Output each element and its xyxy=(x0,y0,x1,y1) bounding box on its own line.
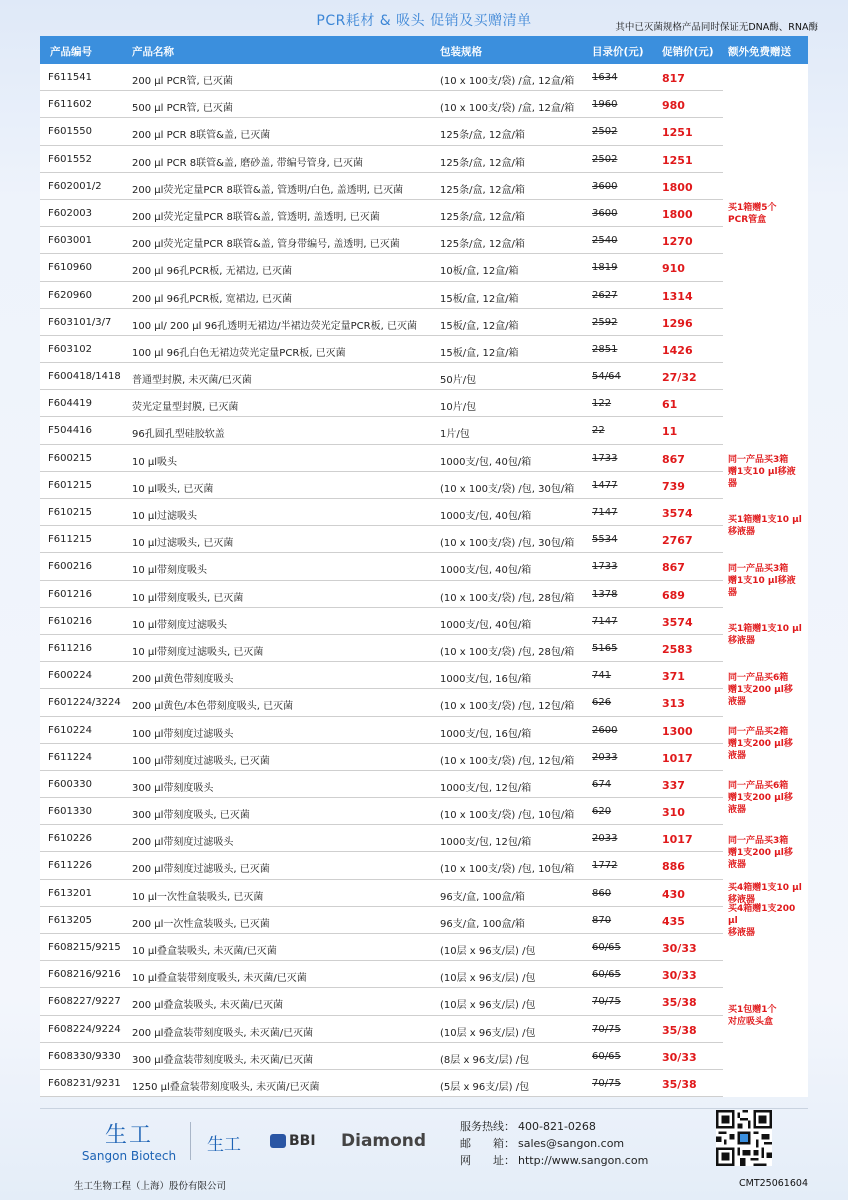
promo-price: 1296 xyxy=(662,316,693,330)
promo-price: 435 xyxy=(662,914,685,928)
product-code: F611226 xyxy=(48,860,92,872)
email-label: 邮 箱： xyxy=(460,1137,515,1150)
sterility-note: 其中已灭菌规格产品同时保证无DNA酶、RNA酶 xyxy=(615,22,818,33)
product-code: F620960 xyxy=(48,289,92,301)
package-spec: (8层 x 96支/层) /包 xyxy=(440,1054,530,1066)
gift-offer xyxy=(728,662,808,716)
list-price: 2627 xyxy=(592,289,618,301)
gift-offer-text: 买4箱赠1支200 µl 移液器 xyxy=(728,903,796,938)
promo-price: 30/33 xyxy=(662,942,697,955)
table-row xyxy=(40,798,808,825)
product-name: 200 µl叠盒装带刻度吸头, 未灭菌/已灭菌 xyxy=(132,1027,314,1039)
promo-price: 2767 xyxy=(662,534,693,548)
product-name: 普通型封膜, 未灭菌/已灭菌 xyxy=(132,375,252,387)
promo-price: 35/38 xyxy=(662,1077,697,1091)
table-body xyxy=(40,64,808,1097)
product-code: F608231/9231 xyxy=(48,1077,121,1089)
product-code: F608330/9330 xyxy=(48,1050,121,1062)
list-price: 3600 xyxy=(592,207,618,219)
table-row xyxy=(40,934,808,961)
package-spec: 1000支/包, 12包/箱 xyxy=(440,782,532,794)
table-row xyxy=(40,961,808,988)
package-spec: 125条/盒, 12盒/箱 xyxy=(440,211,525,223)
product-code: F602003 xyxy=(48,207,92,219)
gift-offer-text: 同一产品买3箱 赠1支200 µl移 液器 xyxy=(728,835,793,870)
table-header xyxy=(40,36,808,64)
table-row xyxy=(40,1043,808,1070)
table-row xyxy=(40,880,808,907)
table-row xyxy=(40,717,808,744)
package-spec: 10片/包 xyxy=(440,402,477,414)
email-value[interactable]: sales@sangon.com xyxy=(518,1137,625,1150)
promo-price: 30/33 xyxy=(662,969,697,983)
product-name: 200 µl荧光定量PCR 8联管&盖, 管身带编号, 盖透明, 已灭菌 xyxy=(132,239,400,251)
product-name: 200 µl 96孔PCR板, 宽裙边, 已灭菌 xyxy=(132,293,292,305)
col-code: 产品编号 xyxy=(50,46,92,58)
package-spec: (10 x 100支/袋) /包, 12包/箱 xyxy=(440,701,575,713)
product-name: 200 µl荧光定量PCR 8联管&盖, 管透明, 盖透明, 已灭菌 xyxy=(132,211,380,223)
gift-offer xyxy=(728,934,808,1097)
product-code: F608227/9227 xyxy=(48,996,121,1008)
gift-offer-text: 买1箱赠1支10 µl 移液器 xyxy=(728,515,802,538)
table-row xyxy=(40,146,808,173)
product-code: F611215 xyxy=(48,534,92,546)
product-name: 200 µl一次性盒装吸头, 已灭菌 xyxy=(132,918,270,930)
list-price: 2033 xyxy=(592,833,618,845)
table-row xyxy=(40,445,808,472)
gift-offer xyxy=(728,717,808,771)
list-price: 2540 xyxy=(592,235,618,247)
product-code: F504416 xyxy=(48,425,92,437)
table-row xyxy=(40,118,808,145)
list-price: 60/65 xyxy=(592,942,621,953)
package-spec: 1000支/包, 16包/箱 xyxy=(440,728,532,740)
gift-offer xyxy=(728,64,808,363)
product-code: F600330 xyxy=(48,778,92,790)
gift-offer xyxy=(728,445,808,499)
promo-price: 1426 xyxy=(662,343,693,357)
promo-price: 867 xyxy=(662,561,685,575)
package-spec: (10 x 100支/袋) /包, 28包/箱 xyxy=(440,592,575,604)
list-price: 2592 xyxy=(592,316,618,328)
contact-info xyxy=(460,1118,648,1169)
product-code: F603102 xyxy=(48,343,92,355)
package-spec: 1000支/包, 40包/箱 xyxy=(440,456,532,468)
product-name: 200 µl带刻度过滤吸头 xyxy=(132,837,234,849)
table-row xyxy=(40,200,808,227)
gift-offer xyxy=(728,554,808,608)
promo-price: 30/33 xyxy=(662,1050,697,1064)
company-name: 生工生物工程（上海）股份有限公司 xyxy=(74,1181,227,1192)
product-code: F608215/9215 xyxy=(48,942,121,953)
table-row xyxy=(40,1070,808,1097)
promo-price: 3574 xyxy=(662,615,693,629)
list-price: 2851 xyxy=(592,343,618,355)
gift-offer xyxy=(728,826,808,880)
product-code: F601550 xyxy=(48,126,92,138)
list-price: 620 xyxy=(592,806,612,818)
col-pack: 包装规格 xyxy=(440,46,482,58)
product-name: 10 µl过滤吸头 xyxy=(132,511,198,522)
diamond-logo: Diamond xyxy=(341,1131,427,1151)
promo-price: 3574 xyxy=(662,507,693,520)
list-price: 2502 xyxy=(592,153,618,165)
package-spec: (10 x 100支/袋) /包, 28包/箱 xyxy=(440,646,575,658)
product-code: F600216 xyxy=(48,561,92,573)
gift-offer-text: 买1包赠1个 对应吸头盒 xyxy=(728,1004,777,1027)
list-price: 22 xyxy=(592,425,605,437)
product-code: F603101/3/7 xyxy=(48,316,112,328)
package-spec: (10 x 100支/袋) /盒, 12盒/箱 xyxy=(440,103,575,115)
table-row xyxy=(40,417,808,444)
promo-price: 739 xyxy=(662,479,685,493)
hotline-value: 400-821-0268 xyxy=(518,1120,596,1133)
gift-offer-text: 同一产品买3箱 赠1支10 µl移液 器 xyxy=(728,454,796,489)
product-code: F608216/9216 xyxy=(48,969,121,981)
promo-price: 1800 xyxy=(662,207,693,221)
table-row xyxy=(40,336,808,363)
promo-price: 337 xyxy=(662,778,685,792)
product-name: 300 µl带刻度吸头, 已灭菌 xyxy=(132,810,250,822)
list-price: 5534 xyxy=(592,534,618,546)
col-name: 产品名称 xyxy=(132,46,174,58)
promo-price: 11 xyxy=(662,425,678,439)
table-row xyxy=(40,363,808,390)
product-code: F600224 xyxy=(48,670,92,682)
product-name: 200 µl黄色/本色带刻度吸头, 已灭菌 xyxy=(132,701,294,713)
gift-offer-text: 同一产品买6箱 赠1支200 µl移 液器 xyxy=(728,672,793,707)
list-price: 7147 xyxy=(592,507,618,518)
bbi-text: BBI xyxy=(289,1133,316,1149)
gift-offer xyxy=(728,499,808,553)
gift-offer xyxy=(728,903,808,938)
product-name: 100 µl带刻度过滤吸头, 已灭菌 xyxy=(132,755,270,767)
table-row xyxy=(40,254,808,281)
package-spec: 96支/盒, 100盒/箱 xyxy=(440,918,525,930)
promo-price: 310 xyxy=(662,806,685,820)
package-spec: 50片/包 xyxy=(440,375,477,387)
product-code: F601215 xyxy=(48,479,92,491)
list-price: 54/64 xyxy=(592,371,621,383)
product-code: F602001/2 xyxy=(48,180,102,192)
page-title: PCR耗材 & 吸头 促销及买赠清单 xyxy=(316,13,532,29)
promo-price: 1314 xyxy=(662,289,693,303)
promo-price: 27/32 xyxy=(662,371,697,385)
list-price: 70/75 xyxy=(592,996,621,1008)
package-spec: (10层 x 96支/层) /包 xyxy=(440,946,536,957)
table-row xyxy=(40,553,808,580)
col-promo-price: 促销价(元) xyxy=(662,46,714,58)
document-code: CMT25061604 xyxy=(739,1178,808,1189)
web-label: 网 址： xyxy=(460,1154,515,1167)
list-price: 2600 xyxy=(592,724,618,736)
product-name: 200 µl PCR 8联管&盖, 磨砂盖, 带编号管身, 已灭菌 xyxy=(132,157,363,169)
list-price: 1378 xyxy=(592,588,618,600)
table-row xyxy=(40,581,808,608)
product-table xyxy=(40,36,808,1097)
product-name: 100 µl带刻度过滤吸头 xyxy=(132,728,234,740)
list-price: 1733 xyxy=(592,561,618,573)
list-price: 1819 xyxy=(592,262,618,274)
product-name: 200 µl荧光定量PCR 8联管&盖, 管透明/白色, 盖透明, 已灭菌 xyxy=(132,184,404,196)
table-row xyxy=(40,282,808,309)
package-spec: (10层 x 96支/层) /包 xyxy=(440,973,536,985)
sangon-logo xyxy=(74,1118,184,1163)
promo-price: 430 xyxy=(662,887,685,901)
bbi-logo xyxy=(270,1133,316,1149)
product-name: 300 µl带刻度吸头 xyxy=(132,782,214,794)
table-row xyxy=(40,852,808,879)
table-row xyxy=(40,988,808,1015)
product-code: F600215 xyxy=(48,452,92,464)
list-price: 70/75 xyxy=(592,1077,621,1089)
table-row xyxy=(40,907,808,934)
table-row xyxy=(40,1016,808,1043)
product-name: 200 µl PCR管, 已灭菌 xyxy=(132,76,233,87)
product-name: 10 µl一次性盒装吸头, 已灭菌 xyxy=(132,891,264,903)
table-row xyxy=(40,173,808,200)
package-spec: (10 x 100支/袋) /包, 12包/箱 xyxy=(440,755,575,767)
product-name: 200 µl带刻度过滤吸头, 已灭菌 xyxy=(132,864,270,876)
table-row xyxy=(40,91,808,118)
table-row xyxy=(40,227,808,254)
product-code: F610215 xyxy=(48,507,92,518)
list-price: 70/75 xyxy=(592,1023,621,1035)
package-spec: (10 x 100支/袋) /包, 30包/箱 xyxy=(440,538,575,550)
list-price: 2033 xyxy=(592,751,618,763)
list-price: 7147 xyxy=(592,615,618,627)
product-code: F601330 xyxy=(48,806,92,818)
promo-price: 1251 xyxy=(662,153,693,167)
package-spec: 125条/盒, 12盒/箱 xyxy=(440,157,525,169)
product-code: F601224/3224 xyxy=(48,697,121,709)
product-code: F601216 xyxy=(48,588,92,600)
promo-price: 2583 xyxy=(662,642,693,656)
product-name: 10 µl叠盒装吸头, 未灭菌/已灭菌 xyxy=(132,946,277,957)
gift-offer-text: 买4箱赠1支10 µl 移液器 xyxy=(728,882,802,905)
list-price: 741 xyxy=(592,670,612,682)
promo-price: 1270 xyxy=(662,235,693,249)
hotline-label: 服务热线： xyxy=(460,1120,515,1133)
gift-offer xyxy=(728,608,808,662)
promo-price: 35/38 xyxy=(662,996,697,1010)
package-spec: 1000支/包, 12包/箱 xyxy=(440,837,532,849)
product-name: 10 µl带刻度过滤吸头, 已灭菌 xyxy=(132,646,264,658)
package-spec: 1000支/包, 40包/箱 xyxy=(440,619,532,631)
table-row xyxy=(40,526,808,553)
footer-divider xyxy=(40,1108,808,1109)
table-row xyxy=(40,689,808,716)
list-price: 2502 xyxy=(592,126,618,138)
product-name: 荧光定量型封膜, 已灭菌 xyxy=(132,402,239,414)
table-row xyxy=(40,635,808,662)
list-price: 860 xyxy=(592,887,612,899)
promo-price: 980 xyxy=(662,99,685,113)
package-spec: 15板/盒, 12盒/箱 xyxy=(440,320,519,332)
product-name: 200 µl PCR 8联管&盖, 已灭菌 xyxy=(132,130,271,142)
package-spec: (10 x 100支/袋) /包, 10包/箱 xyxy=(440,810,575,822)
product-name: 500 µl PCR管, 已灭菌 xyxy=(132,103,233,115)
product-code: F613201 xyxy=(48,887,92,899)
product-name: 1250 µl叠盒装带刻度吸头, 未灭菌/已灭菌 xyxy=(132,1081,320,1093)
product-name: 96孔圆孔型硅胶软盖 xyxy=(132,429,225,441)
product-code: F608224/9224 xyxy=(48,1023,121,1035)
promo-price: 35/38 xyxy=(662,1023,697,1037)
package-spec: 1片/包 xyxy=(440,429,470,441)
package-spec: 125条/盒, 12盒/箱 xyxy=(440,239,525,251)
product-name: 200 µl黄色带刻度吸头 xyxy=(132,674,234,686)
package-spec: 125条/盒, 12盒/箱 xyxy=(440,184,525,196)
product-code: F610216 xyxy=(48,615,92,627)
product-code: F611224 xyxy=(48,751,92,763)
list-price: 1733 xyxy=(592,452,618,464)
product-code: F610224 xyxy=(48,724,92,736)
table-row xyxy=(40,662,808,689)
promo-price: 61 xyxy=(662,398,678,412)
promo-price: 1017 xyxy=(662,833,693,847)
table-row xyxy=(40,744,808,771)
promo-price: 1017 xyxy=(662,751,693,765)
product-name: 10 µl带刻度吸头, 已灭菌 xyxy=(132,592,244,604)
promo-price: 371 xyxy=(662,670,685,684)
product-code: F613205 xyxy=(48,914,92,926)
package-spec: 10板/盒, 12盒/箱 xyxy=(440,266,519,278)
col-list-price: 目录价(元) xyxy=(592,46,644,58)
product-code: F610960 xyxy=(48,262,92,274)
package-spec: 1000支/包, 16包/箱 xyxy=(440,674,532,686)
table-row xyxy=(40,771,808,798)
package-spec: 125条/盒, 12盒/箱 xyxy=(440,130,525,142)
list-price: 870 xyxy=(592,914,612,926)
promo-price: 1800 xyxy=(662,180,693,194)
product-code: F611541 xyxy=(48,72,92,83)
product-name: 10 µl带刻度过滤吸头 xyxy=(132,619,228,631)
list-price: 60/65 xyxy=(592,969,621,981)
logo-separator xyxy=(190,1122,191,1160)
package-spec: 1000支/包, 40包/箱 xyxy=(440,565,532,577)
product-name: 10 µl带刻度吸头 xyxy=(132,565,208,577)
list-price: 3600 xyxy=(592,180,618,192)
package-spec: 96支/盒, 100盒/箱 xyxy=(440,891,525,903)
table-row xyxy=(40,309,808,336)
product-name: 10 µl叠盒装带刻度吸头, 未灭菌/已灭菌 xyxy=(132,973,307,985)
list-price: 122 xyxy=(592,398,612,410)
product-name: 10 µl吸头 xyxy=(132,456,178,468)
package-spec: (10 x 100支/袋) /包, 30包/箱 xyxy=(440,483,575,495)
qr-code-icon xyxy=(716,1110,772,1166)
bbi-mark-icon xyxy=(270,1134,286,1148)
promo-price: 910 xyxy=(662,262,685,276)
product-code: F603001 xyxy=(48,235,92,247)
promo-price: 817 xyxy=(662,72,685,85)
product-name: 300 µl叠盒装带刻度吸头, 未灭菌/已灭菌 xyxy=(132,1054,314,1066)
list-price: 60/65 xyxy=(592,1050,621,1062)
promo-price: 313 xyxy=(662,697,685,711)
gift-offer-text: 同一产品买6箱 赠1支200 µl移 液器 xyxy=(728,781,793,816)
package-spec: (5层 x 96支/层) /包 xyxy=(440,1081,530,1093)
product-name: 100 µl/ 200 µl 96孔透明无裙边/半裙边荧光定量PCR板, 已灭菌 xyxy=(132,320,417,332)
package-spec: 15板/盒, 12盒/箱 xyxy=(440,347,519,359)
table-row xyxy=(40,64,808,91)
col-gift: 额外免费赠送 xyxy=(728,46,791,58)
gift-offer xyxy=(728,771,808,825)
product-code: F611602 xyxy=(48,99,92,111)
product-name: 100 µl 96孔白色无裙边荧光定量PCR板, 已灭菌 xyxy=(132,347,346,359)
table-row xyxy=(40,825,808,852)
package-spec: 15板/盒, 12盒/箱 xyxy=(440,293,519,305)
list-price: 1634 xyxy=(592,72,618,83)
product-code: F604419 xyxy=(48,398,92,410)
web-value[interactable]: http://www.sangon.com xyxy=(518,1154,649,1167)
gift-offer-text: 同一产品买2箱 赠1支200 µl移 液器 xyxy=(728,726,793,761)
package-spec: (10 x 100支/袋) /包, 10包/箱 xyxy=(440,864,575,876)
table-row xyxy=(40,499,808,526)
gift-offer-text: 买1箱赠5个 PCR管盒 xyxy=(728,202,777,225)
list-price: 626 xyxy=(592,697,612,709)
list-price: 1477 xyxy=(592,479,618,491)
product-code: F600418/1418 xyxy=(48,371,121,383)
list-price: 1772 xyxy=(592,860,618,872)
product-code: F601552 xyxy=(48,153,92,165)
shenggong-logo: 生工 xyxy=(207,1135,241,1155)
list-price: 674 xyxy=(592,778,612,790)
table-row xyxy=(40,390,808,417)
package-spec: (10 x 100支/袋) /盒, 12盒/箱 xyxy=(440,76,575,87)
table-row xyxy=(40,608,808,635)
product-code: F610226 xyxy=(48,833,92,845)
brand-cn: 生工 xyxy=(104,1123,153,1148)
product-name: 10 µl吸头, 已灭菌 xyxy=(132,483,214,495)
product-name: 200 µl 96孔PCR板, 无裙边, 已灭菌 xyxy=(132,266,292,278)
brand-en: Sangon Biotech xyxy=(81,1149,177,1163)
product-name: 10 µl过滤吸头, 已灭菌 xyxy=(132,538,234,550)
product-code: F611216 xyxy=(48,642,92,654)
package-spec: (10层 x 96支/层) /包 xyxy=(440,1027,536,1039)
promo-price: 886 xyxy=(662,860,685,874)
package-spec: (10层 x 96支/层) /包 xyxy=(440,1000,536,1012)
list-price: 5165 xyxy=(592,642,618,654)
table-row xyxy=(40,472,808,499)
promo-price: 867 xyxy=(662,452,685,466)
list-price: 1960 xyxy=(592,99,618,111)
gift-offer-text: 同一产品买3箱 赠1支10 µl移液 器 xyxy=(728,563,796,598)
promo-price: 1251 xyxy=(662,126,693,140)
package-spec: 1000支/包, 40包/箱 xyxy=(440,511,532,522)
gift-offer-text: 买1箱赠1支10 µl 移液器 xyxy=(728,624,802,647)
promo-price: 689 xyxy=(662,588,685,602)
product-name: 200 µl叠盒装吸头, 未灭菌/已灭菌 xyxy=(132,1000,284,1012)
promo-price: 1300 xyxy=(662,724,693,738)
